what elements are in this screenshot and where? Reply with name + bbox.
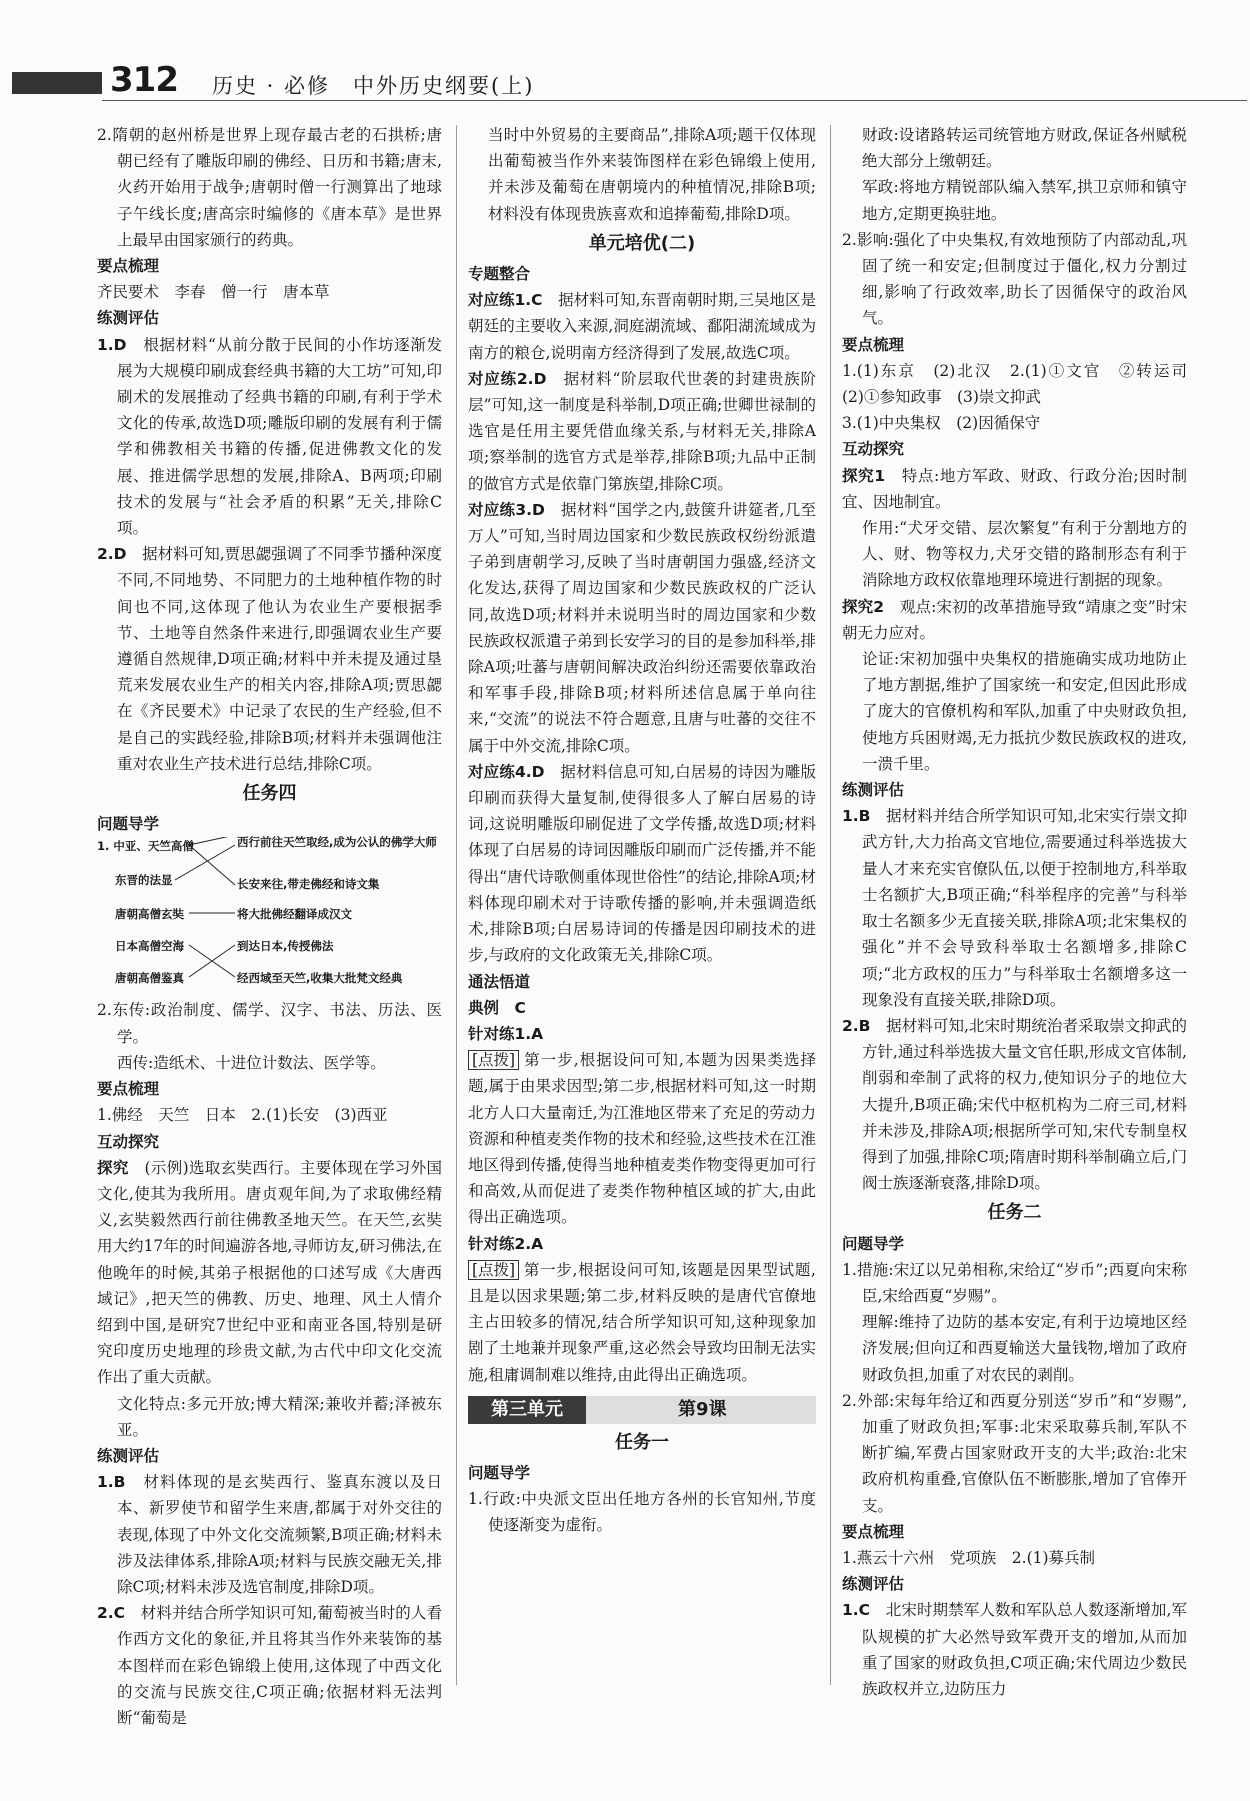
hint-item (468, 1047, 816, 1230)
answer-item (468, 287, 816, 366)
section-heading: 通法悟道 (468, 972, 531, 991)
paragraph: 理解:维持了边防的基本安定,有利于边境地区经济发展;但向辽和西夏输送大量钱物,增加了政府财政负担,加重了对农民的剥削。 (862, 1313, 1187, 1384)
paragraph: 1.措施:宋辽以兄弟相称,宋给辽“岁币”;西夏向宋称臣,宋给西夏“岁赐”。 (842, 1260, 1187, 1305)
unit-banner (468, 1396, 816, 1424)
hint-text: 第一步,根据设问可知,该题是因果型试题,且是以因求果题;第二步,材料反映的是唐代官僚地主占田较多的情况,结合所学知识可知,这种现象加剧了土地兼并现象严重,这必然会导致均田制无法实施,租庸调制难以维持,由此得出正确选项。 (468, 1260, 816, 1384)
diagram-left-item: 1. 中亚、天竺高僧 (97, 839, 194, 854)
answer-item (842, 1597, 1187, 1702)
answer-text: 材料体现的是玄奘西行、鉴真东渡以及日本、新罗使节和留学生来唐,都属于对外交往的表现,体现了中外文化交流频繁,B项正确;材料未涉及法律体系,排除A项;材料与民族交融无关,排除C项;材料未涉及选官制度,排除D项。 (117, 1473, 442, 1596)
key-points: 齐民要术 李春 僧一行 唐本草 (97, 283, 330, 302)
answer-text: 据材料信息可知,白居易的诗因为雕版印刷而获得大量复制,使得很多人了解白居易的诗词,这说明雕版印刷促进了文学传播,故选D项;材料体现了白居易的诗词因雕版印刷而广泛传播,并不能得出“唐代诗歌侧重体现世俗性”的结论,排除A项;材料体现印刷术对于诗歌传播的影响,并未强调造纸术,排除B项;白居易诗词的传播是因印刷技术的进步,与政府的文化政策无关,排除C项。 (468, 762, 816, 965)
answer-text: 根据材料“从前分散于民间的小作坊逐渐发展为大规模印刷成套经典书籍的大工坊”可知,印刷术的发展推动了经典书籍的印刷,有利于学术文化的传承,故选D项;雕版印刷的发展有利于儒学和佛教相关书籍的传播,促进佛教文化的发展、推进儒学思想的发展,排除A、B两项;印刷技术的发展与“社会矛盾的积累”无关,排除C项。 (117, 335, 442, 538)
header-bar (12, 72, 102, 94)
section-heading: 问题导学 (97, 815, 160, 834)
section-heading: 要点梳理 (97, 1080, 160, 1099)
answer-label: 1.B (97, 1473, 126, 1492)
section-heading: 练测评估 (842, 781, 905, 800)
unit-review-title: 单元培优(二) (588, 232, 696, 254)
answer-label: 对应练3.D (468, 500, 545, 519)
diagram-left-item: 东晋的法显 (115, 873, 173, 888)
section-heading: 要点梳理 (97, 257, 160, 276)
explore-label: 探究 (97, 1158, 129, 1177)
diagram-right-item: 到达日本,传授佛法 (237, 939, 334, 954)
hint-label: [点拨] (468, 1050, 519, 1070)
task-title: 任务四 (242, 783, 297, 805)
section-heading: 互动探究 (97, 1132, 160, 1151)
answer-item (842, 1013, 1187, 1196)
diagram-right-item: 经西域至天竺,收集大批梵文经典 (237, 971, 403, 986)
hint-item (468, 1257, 816, 1388)
column-divider (456, 125, 457, 1685)
paragraph: 财政:设诸路转运司统管地方财政,保证各州赋税绝大部分上缴朝廷。 (862, 126, 1187, 171)
paragraph: 作用:“犬牙交错、层次繁复”有利于分割地方的人、财、物等权力,犬牙交错的路制形态有利于消除地方政权依靠地理环境进行割据的现象。 (862, 519, 1187, 590)
key-points: 1.燕云十六州 党项族 2.(1)募兵制 (842, 1548, 1096, 1567)
answer-text: 据材料可知,东晋南朝时期,三吴地区是朝廷的主要收入来源,洞庭湖流域、鄱阳湖流域成为南方的粮仓,说明南方经济得到了发展,故选C项。 (468, 291, 816, 362)
explore-label: 探究1 (842, 466, 886, 485)
paragraph: 2.隋朝的赵州桥是世界上现存最古老的石拱桥;唐朝已经有了雕版印刷的佛经、日历和书籍;唐末,火药开始用于战争;唐朝时僧一行测算出了地球子午线长度;唐高宗时编修的《唐本草》是世界上最早由国家颁行的药典。 (97, 126, 442, 249)
key-points: 3.(1)中央集权 (2)因循保守 (842, 414, 1041, 433)
paragraph: 2.东传:政治制度、儒学、汉字、书法、历法、医学。 (97, 1001, 442, 1046)
answer-text: 据材料可知,贾思勰强调了不同季节播种深度不同,不同地势、不同肥力的土地种植作物的时间也不同,这体现了他认为农业生产要根据季节、土地等自然条件来进行,即强调农业生产要遵循自然规律,D项正确;材料中并未提及通过垦荒来发展农业生产的相关内容,排除A项;贾思勰在《齐民要术》中记录了农民的生产经验,但不是自己的实践经验,排除B项;材料并未强调他注重对农业生产技术进行总结,排除C项。 (117, 545, 442, 773)
answer-item (97, 1600, 442, 1731)
matching-diagram (97, 837, 442, 997)
answer-item (468, 759, 816, 969)
section-heading: 问题导学 (842, 1234, 905, 1253)
unit-label: 第三单元 (468, 1396, 586, 1424)
diagram-left-item: 唐朝高僧鉴真 (115, 971, 184, 986)
paragraph: 军政:将地方精锐部队编入禁军,拱卫京师和镇守地方,定期更换驻地。 (862, 178, 1187, 223)
paragraph: 文化特点:多元开放;博大精深;兼收并蓄;泽被东亚。 (117, 1394, 442, 1439)
diagram-right-item: 长安来往,带走佛经和诗文集 (237, 877, 380, 892)
answer-text: 据材料“国学之内,鼓箧升讲筵者,几至万人”可知,当时周边国家和少数民族政权纷纷派遣子弟到唐朝学习,反映了当时唐朝国力强盛,经济文化发达,获得了周边国家和少数民族政权的广泛认同,故选D项;材料并未说明当时的周边国家和少数民族政权派遣子弟到长安学习的目的是参加科举,排除A项;吐蕃与唐朝间解决政治纠纷还需要依靠政治和军事手段,排除B项;材料所述信息属于单向往来,“交流”的说法不符合题意,且唐与吐蕃的交往不属于中外交流,排除C项。 (468, 500, 816, 755)
diagram-right-item: 将大批佛经翻译成汉文 (237, 907, 352, 922)
page-header (12, 58, 1247, 118)
column-middle (468, 122, 816, 1539)
answer-label: 对应练1.C (468, 291, 543, 310)
section-heading: 练测评估 (97, 309, 160, 328)
column-divider (830, 125, 831, 1685)
answer-item (468, 366, 816, 497)
explore-item (842, 463, 1187, 515)
answer-item (842, 803, 1187, 1013)
book-title: 历史 · 必修 中外历史纲要(上) (212, 74, 535, 98)
answer-label: 1.B (842, 807, 871, 826)
answer-item (97, 1469, 442, 1600)
paragraph: 当时中外贸易的主要商品”,排除A项;题干仅体现出葡萄被当作外来装饰图样在彩色锦缎上使用,并未涉及葡萄在唐朝境内的种植情况,排除B项;材料没有体现贵族喜欢和追捧葡萄,排除D项。 (488, 126, 816, 223)
task-title: 任务二 (987, 1202, 1042, 1224)
paragraph: 2.外部:宋每年给辽和西夏分别送“岁币”和“岁赐”,加重了财政负担;军事:北宋采取募兵制,军队不断扩编,军费占国家财政开支的大半;政治:北宋政府机构重叠,官僚队伍不断膨胀,增加了官俸开支。 (842, 1391, 1187, 1515)
answer-label: 对应练2.D (468, 369, 547, 388)
answer-text: 材料并结合所学知识可知,葡萄被当时的人看作西方文化的象征,并且将其当作外来装饰的基本图样而在彩色锦缎上使用,这体现了中西文化的交流与民族交往,C项正确;依据材料无法判断“葡萄是 (117, 1604, 442, 1727)
practice-label: 针对练1.A (468, 1024, 544, 1043)
section-heading: 练测评估 (842, 1575, 905, 1594)
section-heading: 问题导学 (468, 1463, 531, 1482)
diagram-left-item: 日本高僧空海 (115, 939, 184, 954)
answer-text: 据材料可知,北宋时期统治者采取崇文抑武的方针,通过科举选拔大量文官任职,形成文官体制,削弱和牵制了武将的权力,使知识分子的地位大大提升,B项正确;宋代中枢机构为二府三司,材料并未涉及,排除A项;根据所学可知,宋代专制皇权得到了加强,排除C项;隋唐时期科举制确立后,门阀士族逐渐衰落,排除D项。 (862, 1016, 1187, 1193)
answer-item (97, 332, 442, 542)
answer-label: 1.C (842, 1601, 871, 1620)
explore-text: 观点:宋初的改革措施导致“靖康之变”时宋朝无力应对。 (842, 597, 1187, 642)
answer-label: 对应练4.D (468, 762, 545, 781)
section-heading: 练测评估 (97, 1446, 160, 1465)
diagram-right-item: 西行前往天竺取经,成为公认的佛学大师 (237, 835, 437, 850)
page-number: 312 (110, 60, 178, 100)
section-heading: 专题整合 (468, 265, 531, 284)
column-left (97, 122, 442, 1731)
explore-label: 探究2 (842, 597, 885, 616)
section-heading: 互动探究 (842, 440, 905, 459)
answer-label: 2.D (97, 545, 127, 564)
answer-item (468, 497, 816, 759)
paragraph: 1.行政:中央派文臣出任地方各州的长官知州,节度使逐渐变为虚衔。 (468, 1490, 816, 1535)
section-heading: 要点梳理 (842, 335, 905, 354)
explore-text: (示例)选取玄奘西行。主要体现在学习外国文化,使其为我所用。唐贞观年间,为了求取佛经精义,玄奘毅然西行前往佛教圣地天竺。在天竺,玄奘用大约17年的时间遍游各地,寻师访友,研习佛法,在他晚年的时候,其弟子根据他的口述写成《大唐西域记》,把天竺的佛教、历史、地理、风土人情介绍到中国,是研究7世纪中亚和南亚各国,特别是研究印度历史地理的珍贵文献,为古代中印文化交流作出了重大贡献。 (97, 1158, 442, 1387)
example-answer: 典例 C (468, 998, 526, 1017)
column-right (842, 122, 1203, 1702)
answer-label: 1.D (97, 335, 127, 354)
diagram-left-item: 唐朝高僧玄奘 (115, 907, 184, 922)
explore-item (97, 1155, 442, 1391)
header-rule (102, 100, 1247, 101)
answer-text: 北宋时期禁军人数和军队总人数逐渐增加,军队规模的扩大必然导致军费开支的增加,从而加重了国家的财政负担,C项正确;宋代周边少数民族政权并立,边防压力 (862, 1601, 1187, 1698)
task-title: 任务一 (615, 1431, 669, 1453)
explore-item (842, 594, 1187, 646)
lesson-label: 第9课 (678, 1398, 727, 1420)
paragraph: 西传:造纸术、十进位计数法、医学等。 (117, 1053, 386, 1072)
answer-item (97, 541, 442, 777)
answer-text: 据材料并结合所学知识可知,北宋实行崇文抑武方针,大力抬高文官地位,需要通过科举选拔大量人才来充实官僚队伍,以便于控制地方,科举取士名额扩大,B项正确;“科举程序的完善”与科举取士名额多少无直接关联,排除A项;北宋集权的强化”并不会导致科举取士名额增多,排除C项;“北方政权的压力”与科举取士名额增多这一现象没有直接关联,排除D项。 (862, 807, 1187, 1009)
key-points: 1.(1)东京 (2)北汉 2.(1)①文官 ②转运司 (2)①参知政事 (3)崇文抑武 (842, 361, 1203, 407)
hint-label: [点拨] (468, 1260, 519, 1280)
paragraph: 论证:宋初加强中央集权的措施确实成功地防止了地方割据,维护了国家统一和安定,但因此形成了庞大的官僚机构和军队,加重了中央财政负担,使地方兵困财竭,无力抵抗少数民族政权的进攻,一溃千里。 (862, 650, 1187, 773)
key-points: 1.佛经 天竺 日本 2.(1)长安 (3)西亚 (97, 1106, 388, 1125)
practice-label: 针对练2.A (468, 1234, 544, 1253)
paragraph: 2.影响:强化了中央集权,有效地预防了内部动乱,巩固了统一和安定;但制度过于僵化,权力分割过细,影响了行政效率,助长了因循保守的政治风气。 (842, 230, 1187, 328)
explore-text: 特点:地方军政、财政、行政分治;因时制宜、因地制宜。 (842, 466, 1187, 511)
answer-text: 据材料“阶层取代世袭的封建贵族阶层”可知,这一制度是科举制,D项正确;世卿世禄制的选官是任用主要凭借血缘关系,与材料无关,排除A项;察举制的选官方式是举荐,排除B项;九品中正制的做官方式是依靠门第族望,排除C项。 (468, 369, 816, 493)
answer-label: 2.C (97, 1604, 126, 1623)
hint-text: 第一步,根据设问可知,本题为因果类选择题,属于由果求因型;第二步,根据材料可知,这一时期北方人口大量南迁,为江淮地区带来了充足的劳动力资源和种植麦类作物的技术和经验,这些技术在江淮地区得到传播,使得当地种植麦类作物变得更加可行和高效,从而促进了麦类作物种植区域的扩大,由此得出正确选项。 (468, 1051, 816, 1227)
section-heading: 要点梳理 (842, 1522, 905, 1541)
answer-label: 2.B (842, 1016, 871, 1035)
